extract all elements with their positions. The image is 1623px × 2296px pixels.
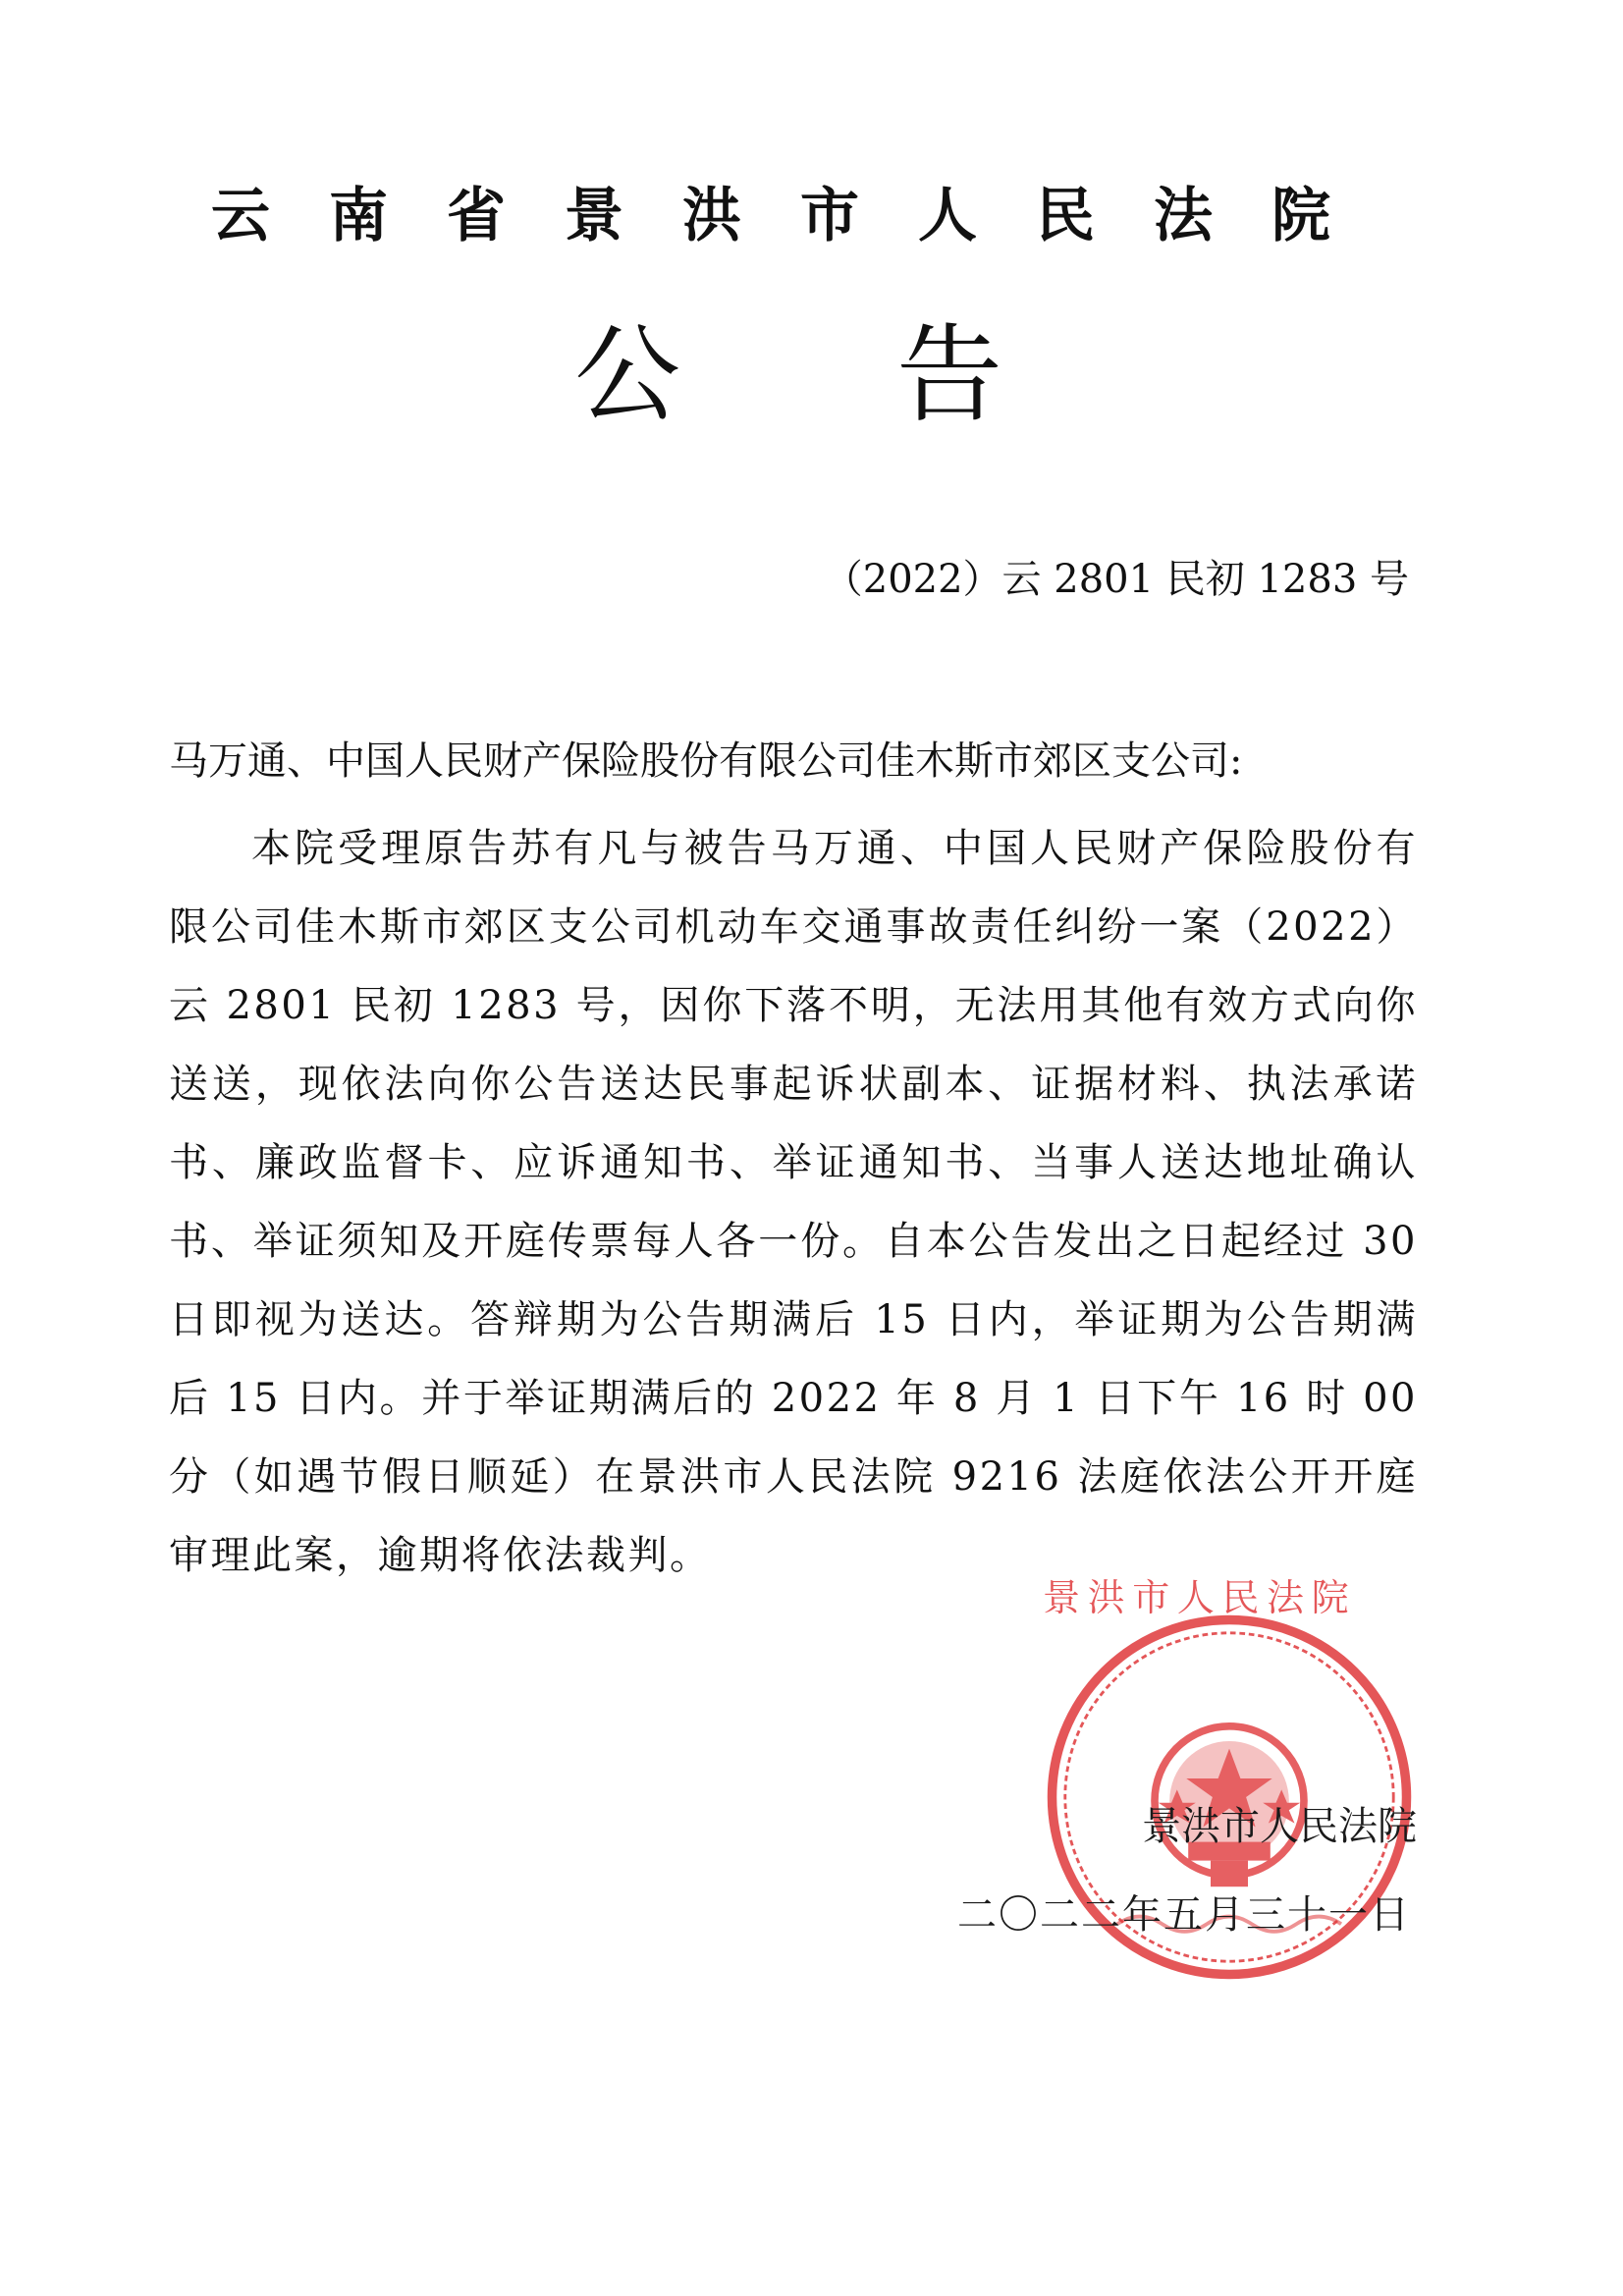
- case-number: （2022）云 2801 民初 1283 号: [823, 557, 1409, 602]
- notice-title: 公告: [574, 314, 1219, 437]
- signature-court-name: 景洪市人民法院: [1142, 1804, 1417, 1849]
- addressee-line: 马万通、中国人民财产保险股份有限公司佳木斯市郊区支公司:: [169, 738, 1243, 784]
- seal-inscription: 景洪市人民法院: [1043, 1576, 1357, 1619]
- notice-body: 本院受理原告苏有凡与被告马万通、中国人民财产保险股份有限公司佳木斯市郊区支公司机动车交通事故责任纠纷一案（2022）云 2801 民初 1283 号，因你下落不明，无法用其他有效方式向你送送，现依法向你公告送达民事起诉状副本、证据材料、执法承诺书、廉政监督卡、应诉通知书、举证通知书、当事人送达地址确认书、举证须知及开庭传票每人各一份。自本公告发出之日起经过 30 日即视为送达。答辩期为公告期满后 15 日内，举证期为公告期满后 15 日内。并于举证期满后的 2022 年 8 月 1 日下午 16 时 00 分（如遇节假日顺延）在景洪市人民法院 9216 法庭依法公开开庭审理此案，逾期将依法裁判。: [169, 826, 1418, 1578]
- signature-date: 二〇二二年五月三十一日: [957, 1892, 1411, 1938]
- court-name-heading: 云南省景洪市人民法院: [211, 182, 1389, 250]
